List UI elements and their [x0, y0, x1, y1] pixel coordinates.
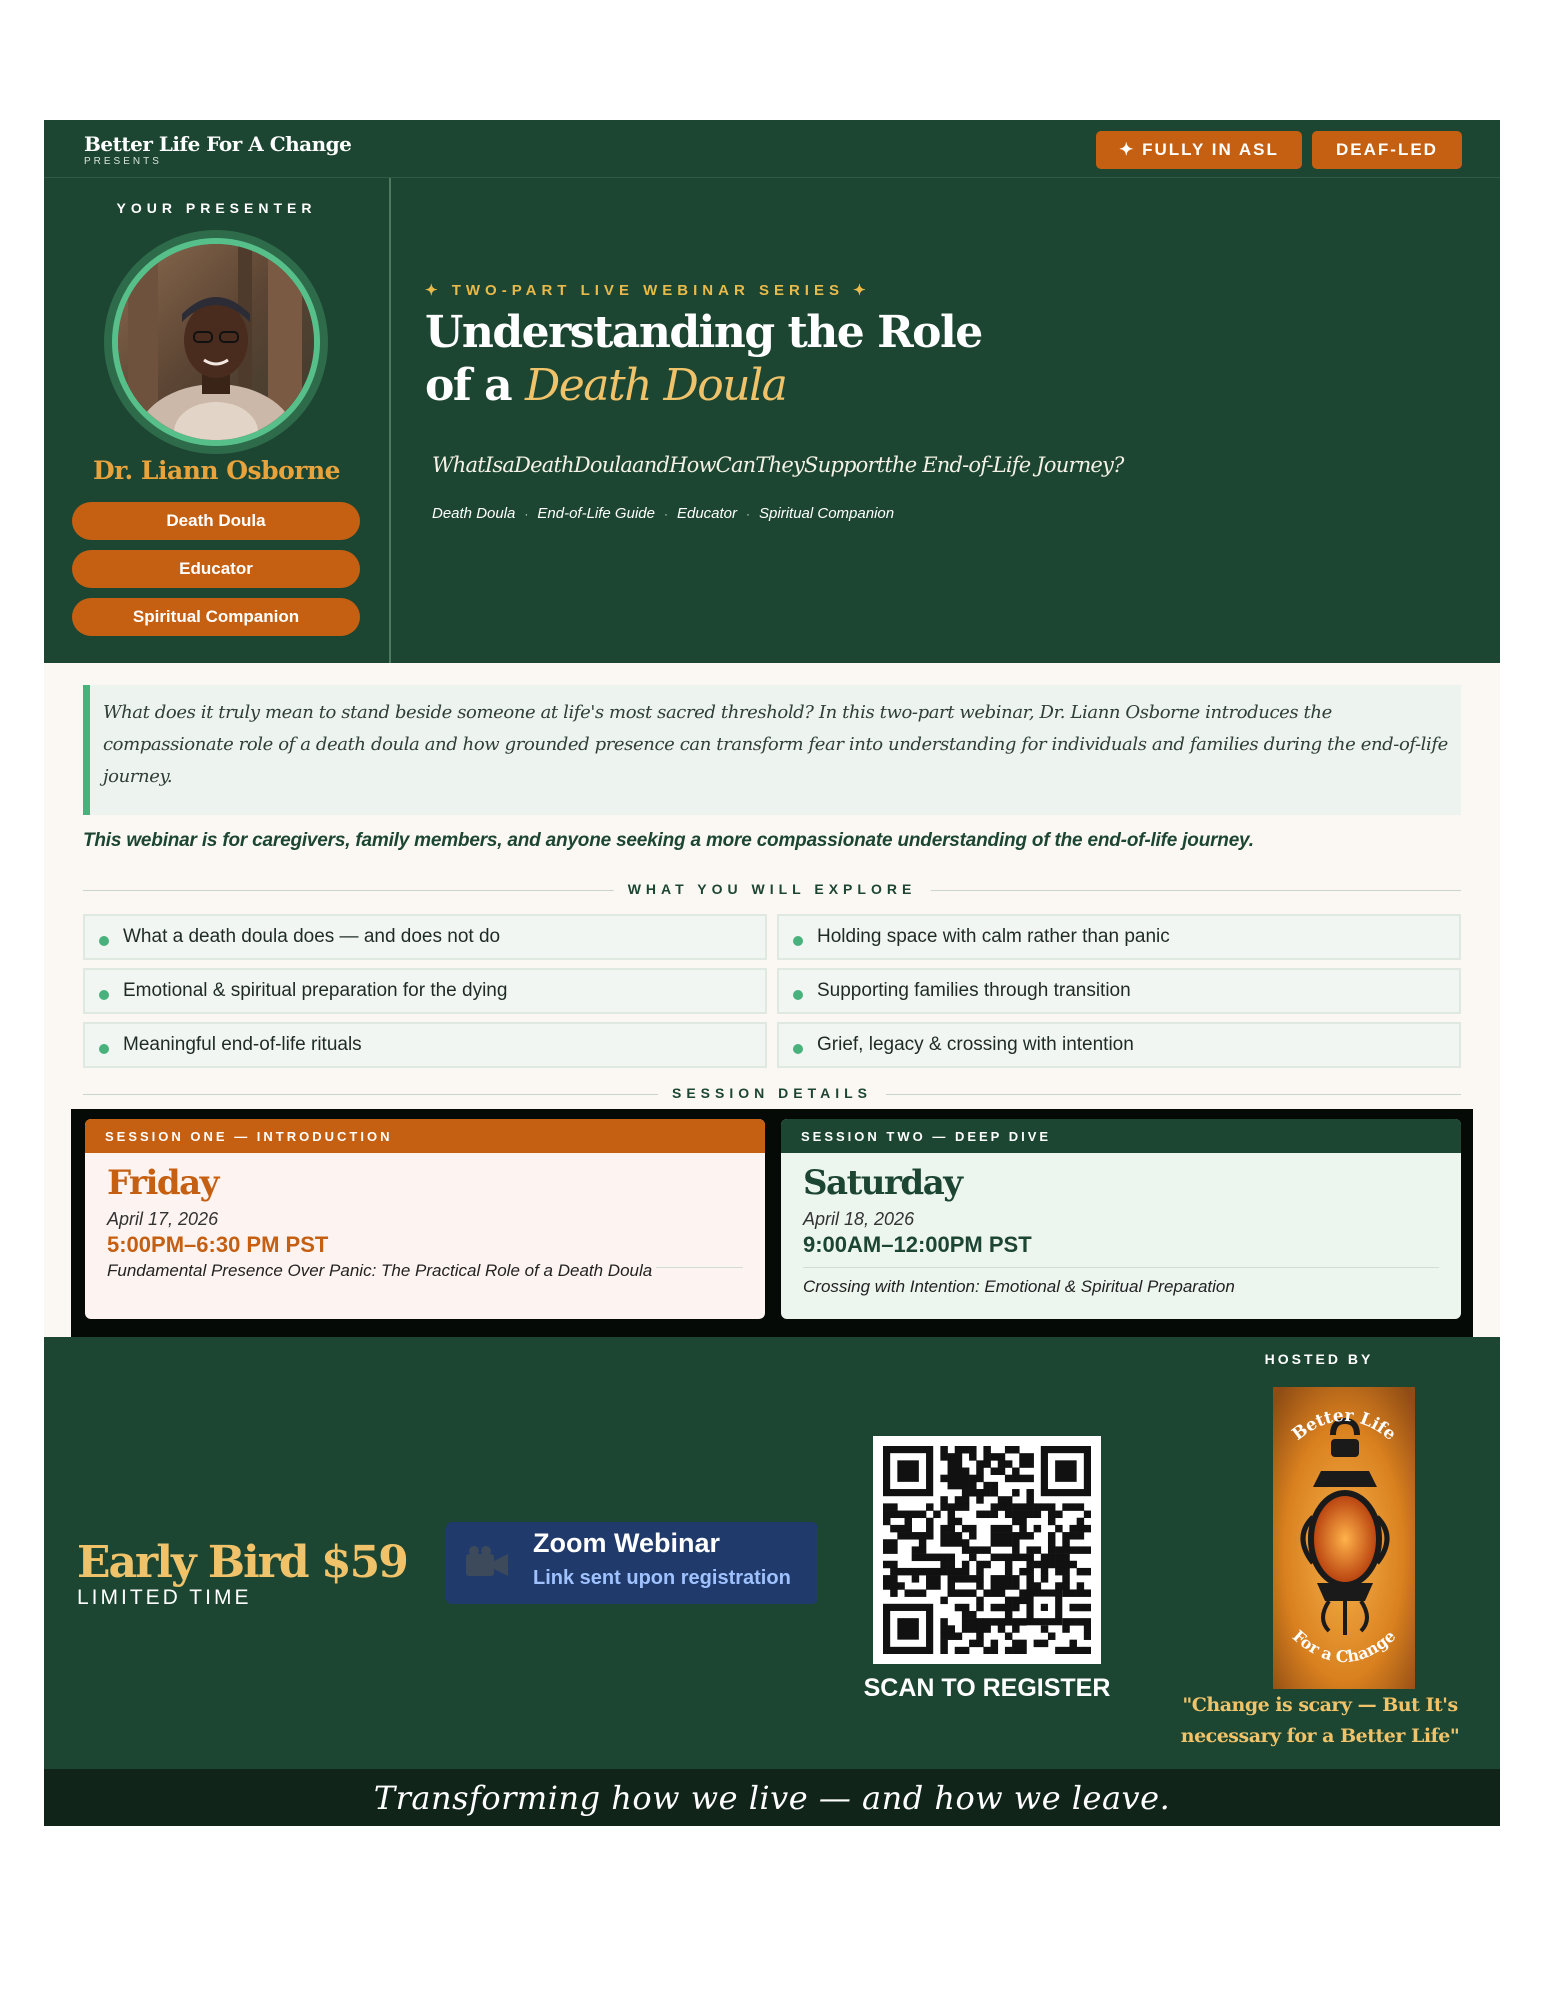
explore-item-text: What a death doula does — and does not do [123, 926, 501, 947]
footer-section [44, 1337, 1500, 1769]
session-date: April 17, 2026 [107, 1209, 219, 1229]
top-bar [44, 120, 1500, 178]
hosted-by-label: HOSTED BY [1264, 1351, 1374, 1367]
explore-item-text: Meaningful end-of-life rituals [123, 1034, 362, 1055]
session-section-label: SESSION DETAILS [658, 1085, 886, 1101]
sessions-panel [71, 1109, 1473, 1337]
explore-item [83, 1022, 767, 1068]
brand-name: Better Life For A Change [84, 132, 352, 156]
bullet-icon [793, 936, 803, 946]
hero-divider [389, 178, 391, 663]
early-bird-price: Early Bird $59 [77, 1537, 407, 1588]
tagline-separator: · [746, 506, 751, 521]
page-title [425, 306, 982, 412]
explore-item-text: Holding space with calm rather than panic [817, 926, 1170, 947]
role-badge-death-doula: Death Doula [72, 502, 360, 540]
series-label: ✦ TWO-PART LIVE WEBINAR SERIES ✦ [425, 282, 871, 299]
title-highlight: Death Doula [524, 360, 787, 411]
explore-item [83, 968, 767, 1014]
title-prefix: of a [425, 360, 512, 411]
tagline-item: Spiritual Companion [759, 505, 895, 522]
bullet-icon [99, 1044, 109, 1054]
closing-tagline: Transforming how we live — and how we leave. [44, 1769, 1500, 1826]
subtitle: WhatIsaDeathDoulaandHowCanTheySupportthe End-of-Life Journey? [432, 453, 1124, 477]
explore-item [777, 1022, 1461, 1068]
lantern-logo [1273, 1387, 1415, 1689]
bullet-icon [99, 990, 109, 1000]
deaf-led-badge: DEAF-LED [1312, 131, 1462, 169]
limited-time-label: LIMITED TIME [77, 1586, 252, 1609]
svg-text:Better Life: Better Life [1288, 1405, 1400, 1445]
tagline-separator: · [524, 506, 529, 521]
svg-text:For a Change: For a Change [1288, 1626, 1400, 1667]
tagline-separator: · [663, 506, 668, 521]
explore-item [777, 968, 1461, 1014]
bullet-icon [793, 990, 803, 1000]
tagline-row [432, 505, 894, 522]
session-header: SESSION TWO — DEEP DIVE [781, 1119, 1461, 1153]
explore-section-divider [83, 881, 1461, 899]
video-camera-icon [464, 1546, 512, 1587]
title-line-1: Understanding the Role [425, 307, 982, 358]
tagline-item: Death Doula [432, 505, 516, 522]
presenter-photo [118, 244, 314, 440]
zoom-subtitle: Link sent upon registration [533, 1567, 791, 1589]
scan-to-register-label: SCAN TO REGISTER [863, 1674, 1111, 1702]
role-badge-spiritual-companion: Spiritual Companion [72, 598, 360, 636]
session-time: 5:00PM–6:30 PM PST [107, 1232, 329, 1257]
presenter-photo-frame [104, 230, 328, 454]
session-header: SESSION ONE — INTRODUCTION [85, 1119, 765, 1153]
session-date: April 18, 2026 [803, 1209, 915, 1229]
flyer [44, 120, 1500, 1826]
hero-section [44, 178, 1500, 663]
session-card-two [781, 1119, 1461, 1319]
presents-label: PRESENTS [84, 156, 162, 167]
explore-item-text: Emotional & spiritual preparation for the dying [123, 980, 508, 1001]
registration-qr-code[interactable] [873, 1436, 1101, 1664]
bullet-icon [99, 936, 109, 946]
session-description: Fundamental Presence Over Panic: The Practical Role of a Death Doula [107, 1261, 656, 1281]
session-time: 9:00AM–12:00PM PST [803, 1232, 1032, 1257]
tagline-item: End-of-Life Guide [537, 505, 655, 522]
tagline-item: Educator [676, 505, 738, 522]
role-badge-educator: Educator [72, 550, 360, 588]
session-section-divider [83, 1085, 1461, 1103]
presenter-label: YOUR PRESENTER [116, 200, 317, 216]
session-day: Friday [107, 1163, 218, 1203]
session-day: Saturday [803, 1163, 962, 1203]
intro-text: What does it truly mean to stand beside someone at life's most sacred threshold? In this two-part webinar, Dr. Liann Osborne introduces the compassionate role of a death doula and how grounded presence can transform fear into understanding for individuals and families during the end-of-life journey. [103, 702, 1448, 787]
audience-statement: This webinar is for caregivers, family members, and anyone seeking a more compassionate understanding of the end-of-life journey. [83, 830, 1254, 851]
zoom-webinar-box [446, 1522, 818, 1604]
title-line-2 [425, 359, 982, 412]
explore-item-text: Supporting families through transition [817, 980, 1131, 1001]
explore-item [83, 914, 767, 960]
explore-item [777, 914, 1461, 960]
intro-quote-box [83, 685, 1461, 815]
explore-item-text: Grief, legacy & crossing with intention [817, 1034, 1134, 1055]
explore-section-label: WHAT YOU WILL EXPLORE [614, 881, 931, 897]
bullet-icon [793, 1044, 803, 1054]
zoom-title: Zoom Webinar [533, 1528, 721, 1558]
presenter-name: Dr. Liann Osborne [92, 456, 341, 485]
host-quote: "Change is scary — But It's necessary for a Better Life" [1180, 1694, 1460, 1747]
session-description: Crossing with Intention: Emotional & Spiritual Preparation [803, 1277, 1235, 1296]
session-card-one [85, 1119, 765, 1319]
asl-badge: ✦ FULLY IN ASL [1096, 131, 1302, 169]
session-divider [803, 1267, 1439, 1268]
